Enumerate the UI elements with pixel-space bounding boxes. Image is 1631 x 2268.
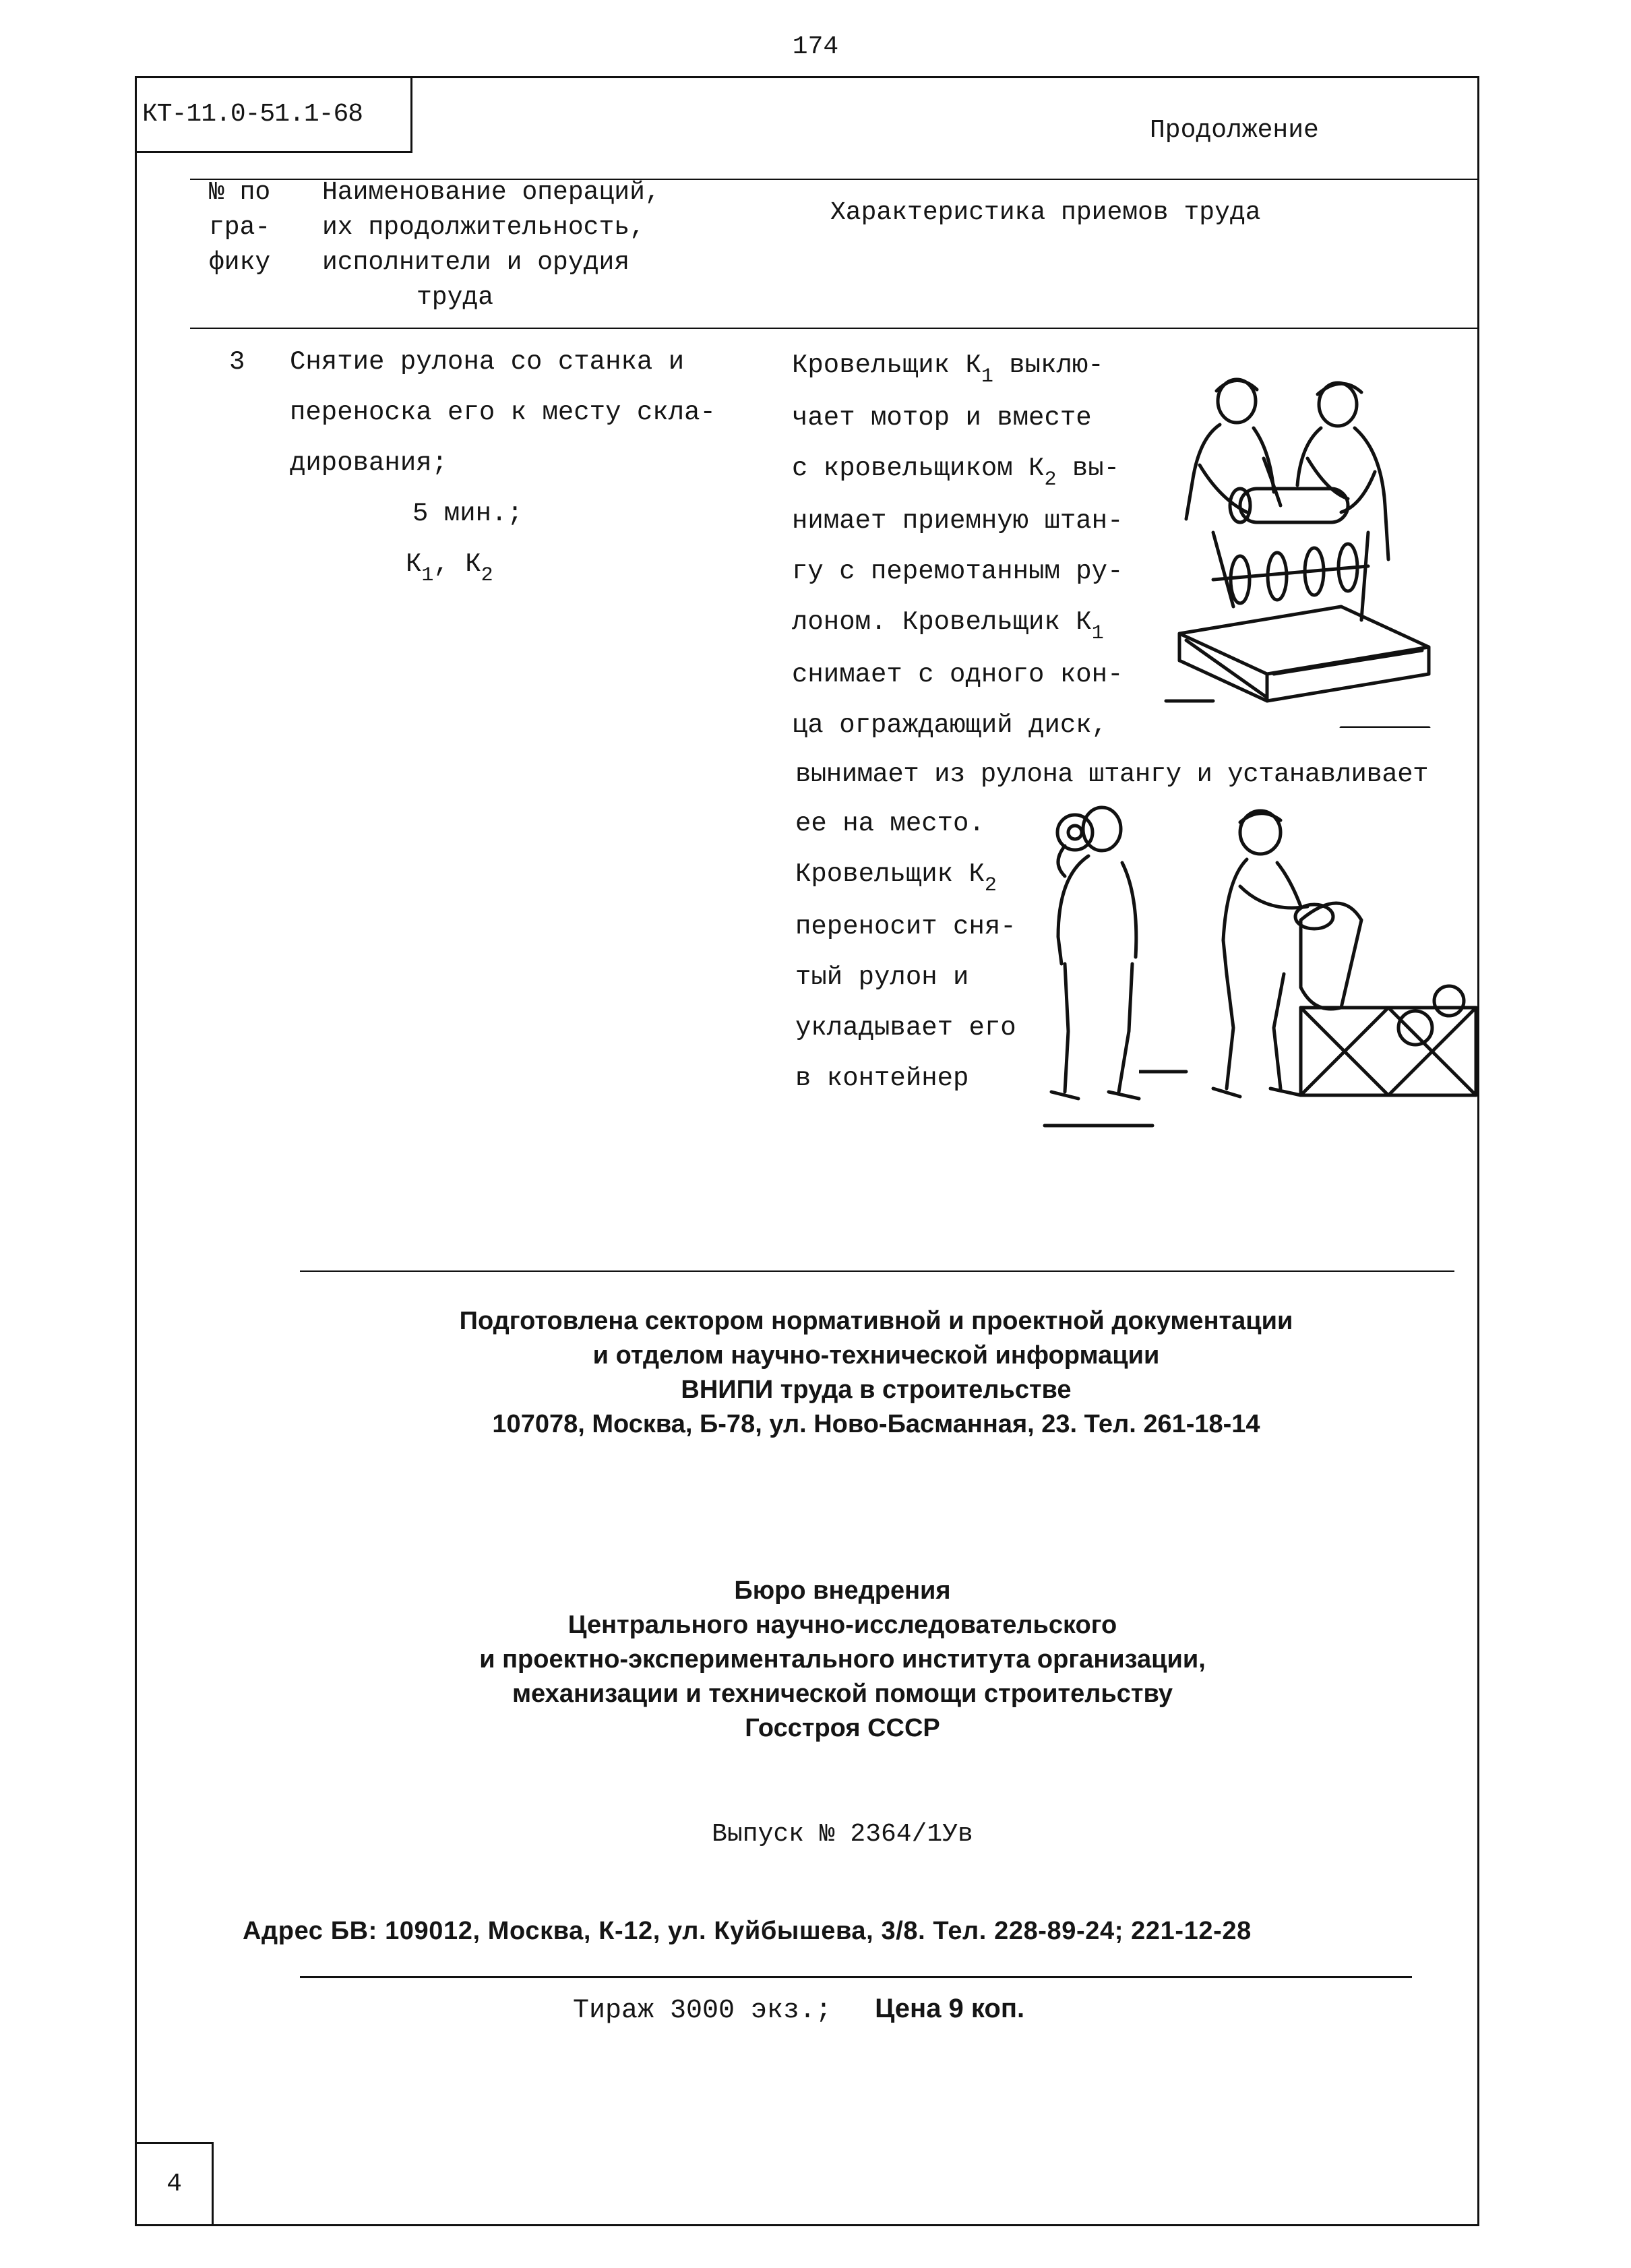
- worker-body: [1223, 859, 1301, 974]
- operation-line: переноска его к месту скла-: [290, 398, 716, 427]
- description-line: ца ограждающий диск,: [792, 710, 1108, 740]
- table-header-bottom-rule: [190, 328, 1477, 329]
- bureau: [202, 1574, 1483, 1746]
- roll: [1240, 489, 1348, 522]
- shaft: [1213, 566, 1368, 580]
- issue-number: Выпуск № 2364/1Ув: [712, 1820, 973, 1849]
- roll-in-container: [1434, 986, 1464, 1016]
- description-line: тый рулон и: [795, 962, 969, 992]
- imprint-line: и отделом научно-технической информации: [592, 1341, 1160, 1370]
- document-code: КТ-11.0-51.1-68: [135, 76, 412, 153]
- bureau-line: Госстроя СССР: [745, 1714, 940, 1742]
- description-wide-line: вынимает из рулона штангу и устанавливает: [795, 760, 1429, 789]
- imprint: [236, 1304, 1516, 1442]
- worker-separator: ,: [433, 549, 466, 579]
- roll-on-shoulder: [1057, 815, 1093, 850]
- worker-sub-1: 1: [421, 564, 434, 587]
- description-line: гу с перемотанным ру-: [792, 557, 1124, 586]
- worker-letter: К: [465, 549, 481, 579]
- worker-legs: [1227, 974, 1284, 1089]
- header-number-line: № по: [209, 178, 271, 207]
- footer-rule: [300, 1976, 1412, 1978]
- row-number: 3: [229, 347, 245, 377]
- header-number-line: фику: [209, 248, 271, 277]
- row-workers: [406, 539, 493, 592]
- header-operation-line: Наименование операций,: [322, 178, 660, 207]
- row-duration: 5 мин.;: [412, 499, 523, 528]
- description-line: переносит сня-: [795, 912, 1016, 942]
- worker-legs: [1065, 964, 1132, 1092]
- header-operation-line: труда: [417, 283, 494, 312]
- description-line: с кровельщиком $К_2$ вы-: [792, 454, 1120, 491]
- corner-number: 4: [135, 2142, 214, 2226]
- disc: [1231, 556, 1250, 603]
- worker-arm: [1307, 458, 1375, 512]
- page-number: 174: [792, 32, 839, 61]
- print-run: Тираж 3000 экз.;: [573, 1996, 832, 2026]
- header-number-line: гра-: [209, 213, 271, 242]
- header-operation-line: их продолжительность,: [322, 213, 645, 242]
- description-line: ее на место.: [795, 809, 985, 838]
- illustration-workers-lifting-roll: [1146, 364, 1463, 728]
- description-line: лоном. Кровельщик $К_1$: [792, 607, 1104, 645]
- description-line: укладывает его: [795, 1013, 1016, 1043]
- imprint-top-rule: [300, 1270, 1454, 1272]
- description-line: чает мотор и вместе: [792, 403, 1092, 433]
- description-line: в контейнер: [795, 1064, 969, 1093]
- bureau-line: механизации и технической помощи строительству: [512, 1680, 1173, 1708]
- worker-sub-2: 2: [481, 564, 493, 587]
- bureau-line: Бюро внедрения: [734, 1576, 951, 1605]
- operation-line: Снятие рулона со станка и: [290, 347, 685, 377]
- header-operation: [322, 175, 660, 315]
- row-operation: [290, 337, 716, 489]
- header-description: Характеристика приемов труда: [830, 198, 1261, 227]
- machine-brace: [1274, 650, 1422, 674]
- description-line: нимает приемную штан-: [792, 506, 1124, 536]
- header-operation-line: исполнители и орудия: [322, 248, 630, 277]
- container: [1301, 1008, 1476, 1095]
- worker-arm: [1058, 846, 1065, 876]
- imprint-line: Подготовлена сектором нормативной и проектной документации: [459, 1307, 1293, 1335]
- worker-letter: К: [406, 549, 422, 579]
- illustration-worker-loading-container: [1139, 805, 1489, 1122]
- description-bottom: [795, 799, 1016, 1104]
- imprint-line: ВНИПИ труда в строительстве: [681, 1376, 1072, 1404]
- description-line: снимает с одного кон-: [792, 660, 1124, 689]
- worker-body: [1058, 856, 1136, 964]
- imprint-line: 107078, Москва, Б-78, ул. Ново-Басманная, 23. Тел. 261-18-14: [492, 1410, 1260, 1438]
- price: Цена 9 коп.: [875, 1994, 1025, 2023]
- description-line: Кровельщик $К_2$: [795, 859, 997, 897]
- continued-label: Продолжение: [1150, 116, 1319, 145]
- bureau-line: Центрального научно-исследовательского: [567, 1611, 1117, 1639]
- bureau-line: и проектно-экспериментального института организации,: [479, 1645, 1206, 1674]
- print-run-line: [573, 1994, 1024, 2026]
- address: Адрес БВ: 109012, Москва, К-12, ул. Куйбышева, 3/8. Тел. 228-89-24; 221-12-28: [243, 1917, 1252, 1945]
- roll-in-container: [1398, 1011, 1432, 1045]
- header-number: [209, 175, 270, 280]
- roll-core: [1068, 826, 1082, 839]
- description-top: [792, 340, 1123, 751]
- description-line: Кровельщик $К_1$ выклю-: [792, 350, 1104, 388]
- operation-line: дирования;: [290, 448, 448, 478]
- roll-end: [1295, 905, 1333, 929]
